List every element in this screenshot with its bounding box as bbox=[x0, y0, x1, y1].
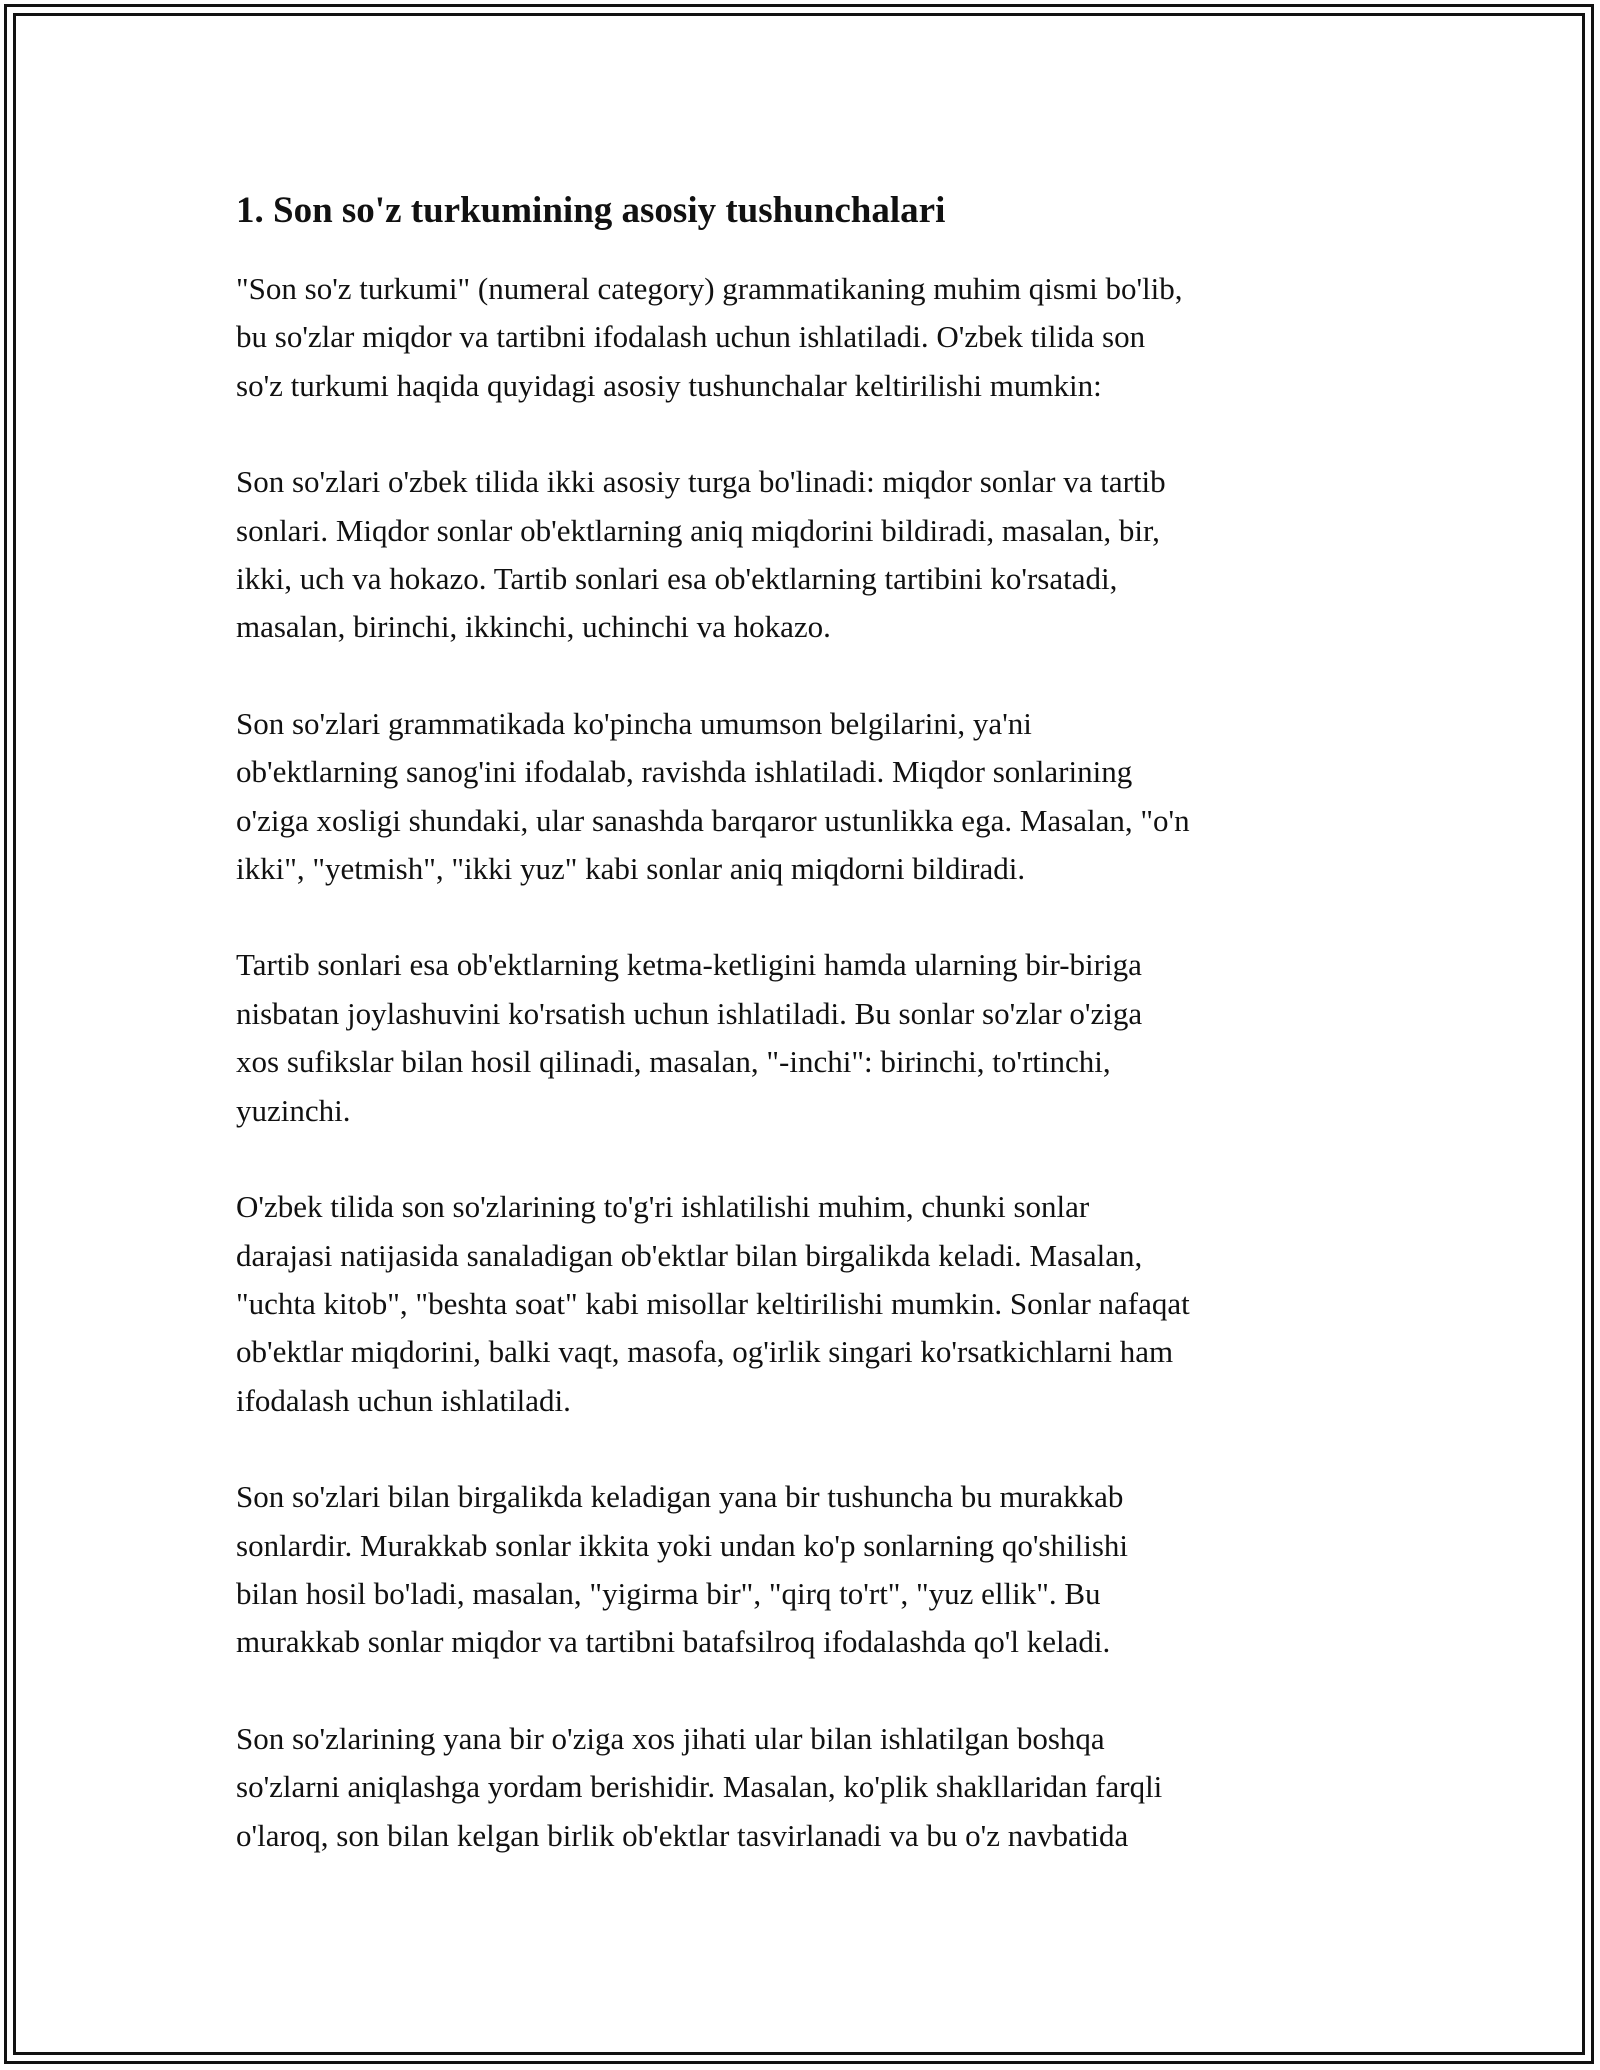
paragraph-2 bbox=[236, 458, 1376, 652]
paragraph-6 bbox=[236, 1473, 1376, 1667]
text-line: bilan hosil bo'ladi, masalan, "yigirma bir", "qirq to'rt", "yuz ellik". Bu bbox=[236, 1575, 1101, 1611]
text-line: darajasi natijasida sanaladigan ob'ektlar bilan birgalikda keladi. Masalan, bbox=[236, 1237, 1143, 1273]
text-line: Son so'zlarining yana bir o'ziga xos jihati ular bilan ishlatilgan boshqa bbox=[236, 1720, 1105, 1756]
text-line: O'zbek tilida son so'zlarining to'g'ri ishlatilishi muhim, chunki sonlar bbox=[236, 1189, 1090, 1225]
text-line: bu so'zlar miqdor va tartibni ifodalash uchun ishlatiladi. O'zbek tilida son bbox=[236, 319, 1146, 355]
text-line: sonlardir. Murakkab sonlar ikkita yoki undan ko'p sonlarning qo'shilishi bbox=[236, 1527, 1128, 1563]
text-line: "Son so'z turkumi" (numeral category) grammatikaning muhim qismi bo'lib, bbox=[236, 271, 1183, 306]
text-line: ob'ektlarning sanog'ini ifodalab, ravishda ishlatiladi. Miqdor sonlarining bbox=[236, 754, 1133, 790]
text-line: Son so'zlari o'zbek tilida ikki asosiy turga bo'linadi: miqdor sonlar va tartib bbox=[236, 464, 1166, 500]
text-line: masalan, birinchi, ikkinchi, uchinchi va hokazo. bbox=[236, 609, 831, 645]
text-line: ifodalash uchun ishlatiladi. bbox=[236, 1382, 571, 1418]
text-line: sonlari. Miqdor sonlar ob'ektlarning aniq miqdorini bildiradi, masalan, bir, bbox=[236, 512, 1160, 548]
paragraph-3 bbox=[236, 700, 1376, 894]
text-line: yuzinchi. bbox=[236, 1092, 351, 1128]
text-line: ikki, uch va hokazo. Tartib sonlari esa ob'ektlarning tartibini ko'rsatadi, bbox=[236, 561, 1118, 597]
paragraph-7 bbox=[236, 1715, 1376, 1860]
text-line: ikki", "yetmish", "ikki yuz" kabi sonlar aniq miqdorni bildiradi. bbox=[236, 851, 1026, 887]
text-line: "uchta kitob", "beshta soat" kabi misollar keltirilishi mumkin. Sonlar nafaqat bbox=[236, 1285, 1190, 1321]
paragraph-4 bbox=[236, 941, 1376, 1135]
text-line: nisbatan joylashuvini ko'rsatish uchun ishlatiladi. Bu sonlar so'zlar o'ziga bbox=[236, 995, 1143, 1031]
paragraph-5 bbox=[236, 1183, 1376, 1425]
text-line: so'z turkumi haqida quyidagi asosiy tushunchalar keltirilishi mumkin: bbox=[236, 367, 1102, 403]
text-line: o'ziga xosligi shundaki, ular sanashda barqaror ustunlikka ega. Masalan, "o'n bbox=[236, 802, 1190, 838]
page-title: 1. Son so'z turkumining asosiy tushunchalari bbox=[236, 190, 946, 231]
text-line: o'laroq, son bilan kelgan birlik ob'ektlar tasvirlanadi va bu o'z navbatida bbox=[236, 1817, 1129, 1853]
paragraph-1 bbox=[236, 265, 1376, 410]
document-content bbox=[236, 186, 1376, 1908]
text-line: Tartib sonlari esa ob'ektlarning ketma-ketligini hamda ularning bir-biriga bbox=[236, 947, 1142, 983]
text-line: so'zlarni aniqlashga yordam berishidir. Masalan, ko'plik shakllaridan farqli bbox=[236, 1769, 1163, 1805]
text-line: Son so'zlari bilan birgalikda keladigan yana bir tushuncha bu murakkab bbox=[236, 1479, 1124, 1515]
text-line: xos sufikslar bilan hosil qilinadi, masalan, "-inchi": birinchi, to'rtinchi, bbox=[236, 1044, 1111, 1080]
text-line: murakkab sonlar miqdor va tartibni batafsilroq ifodalashda qo'l keladi. bbox=[236, 1624, 1111, 1660]
text-line: Son so'zlari grammatikada ko'pincha umumson belgilarini, ya'ni bbox=[236, 705, 1032, 741]
text-line: ob'ektlar miqdorini, balki vaqt, masofa, og'irlik singari ko'rsatkichlarni ham bbox=[236, 1334, 1174, 1370]
